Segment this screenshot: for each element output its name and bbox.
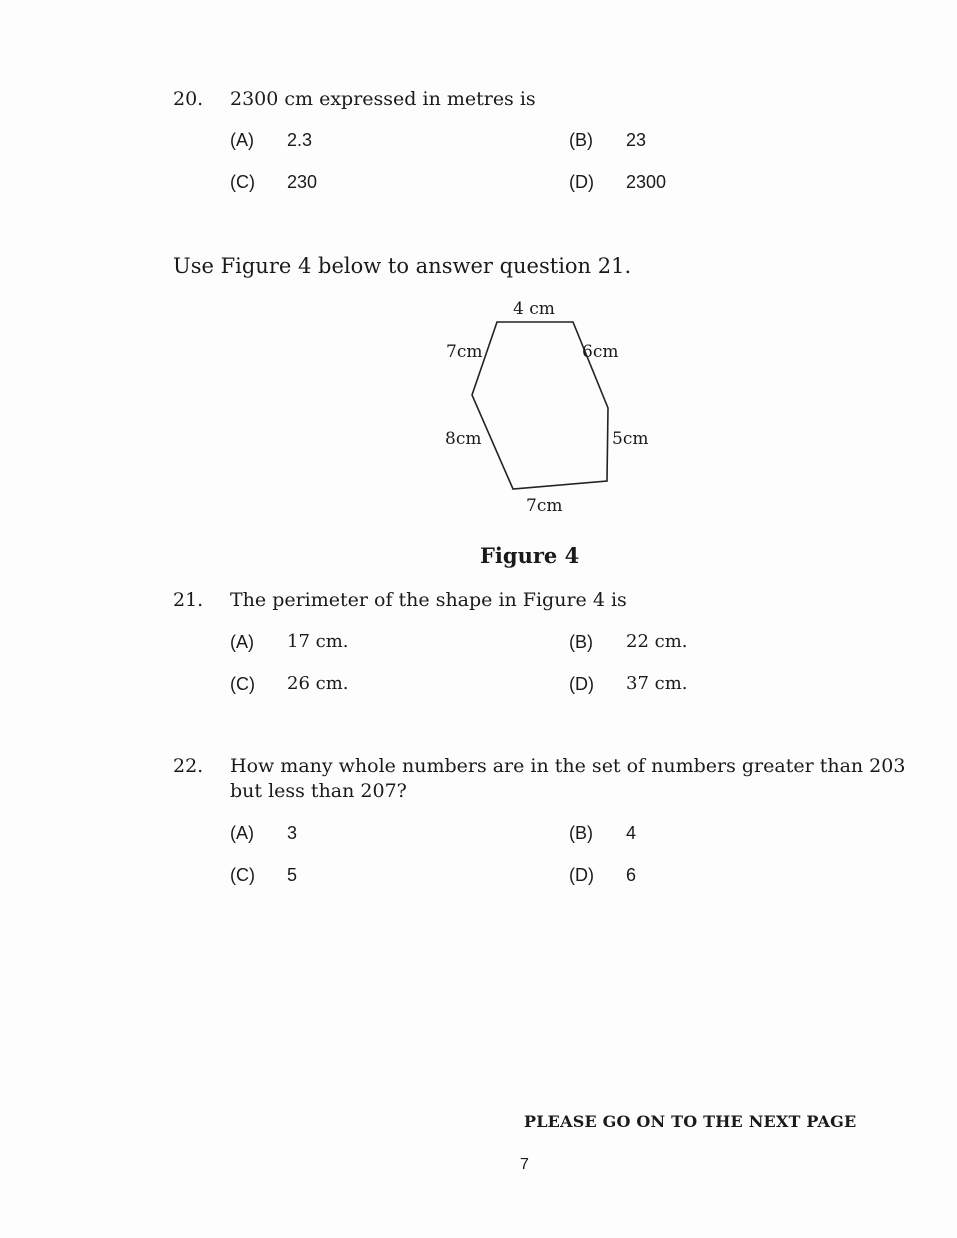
option-c-value: 26 cm. (287, 673, 349, 694)
question-number: 20. (173, 88, 204, 110)
question-text-line-1: How many whole numbers are in the set of numbers greater than 203 (230, 755, 906, 777)
option-b-value: 4 (626, 823, 637, 843)
side-label-upper-left: 7cm (446, 342, 483, 362)
option-a-value: 17 cm. (287, 631, 349, 652)
side-label-bottom: 7cm (526, 496, 563, 516)
option-d-value: 6 (626, 865, 637, 885)
side-label-lower-right: 5cm (612, 429, 649, 449)
option-d-value: 2300 (626, 172, 667, 192)
question-text-line-2: but less than 207? (230, 780, 407, 802)
option-a-value: 3 (287, 823, 298, 843)
option-b-value: 23 (626, 130, 647, 150)
option-b-letter: (B) (569, 130, 593, 150)
side-label-top: 4 cm (513, 299, 555, 319)
option-c-letter: (C) (230, 674, 255, 694)
figure-4-hexagon (440, 300, 640, 500)
side-label-lower-left: 8cm (445, 429, 482, 449)
question-text: 2300 cm expressed in metres is (230, 88, 536, 110)
figure-caption: Figure 4 (480, 543, 580, 568)
side-label-upper-right: 6cm (582, 342, 619, 362)
option-d-letter: (D) (569, 674, 594, 694)
option-a-value: 2.3 (287, 130, 313, 150)
question-number: 21. (173, 589, 204, 611)
question-text: The perimeter of the shape in Figure 4 is (230, 589, 627, 611)
option-b-letter: (B) (569, 632, 593, 652)
question-number: 22. (173, 755, 204, 777)
option-a-letter: (A) (230, 632, 254, 652)
option-c-letter: (C) (230, 865, 255, 885)
option-b-letter: (B) (569, 823, 593, 843)
option-d-value: 37 cm. (626, 673, 688, 694)
option-d-letter: (D) (569, 172, 594, 192)
option-c-value: 5 (287, 865, 298, 885)
option-a-letter: (A) (230, 130, 254, 150)
page-number: 7 (520, 1156, 529, 1173)
option-c-value: 230 (287, 172, 318, 192)
figure-intro: Use Figure 4 below to answer question 21. (173, 254, 632, 278)
option-d-letter: (D) (569, 865, 594, 885)
option-b-value: 22 cm. (626, 631, 688, 652)
next-page-notice: PLEASE GO ON TO THE NEXT PAGE (524, 1112, 857, 1131)
option-a-letter: (A) (230, 823, 254, 843)
option-c-letter: (C) (230, 172, 255, 192)
